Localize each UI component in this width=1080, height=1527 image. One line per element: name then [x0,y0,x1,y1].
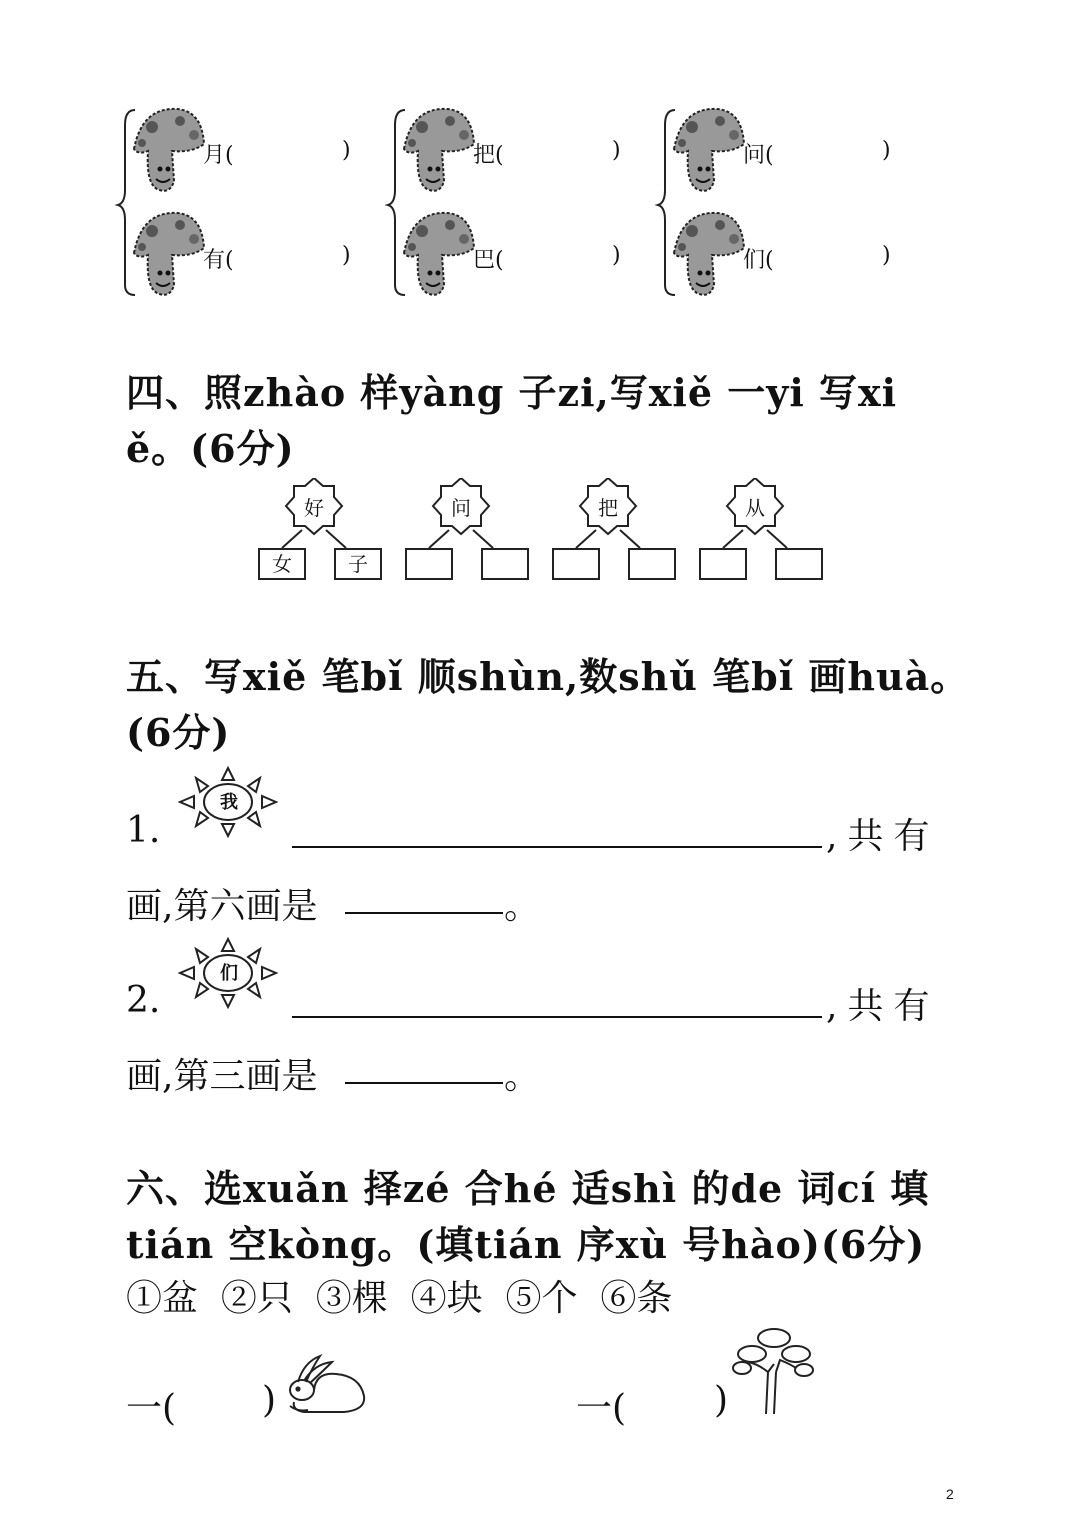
item-number: 1. [126,810,161,851]
mushroom-exercise [0,95,1080,310]
mushroom-label: 问( [743,143,774,168]
answer-box[interactable] [628,548,676,580]
blank-open: 一( [126,1388,177,1429]
rabbit-icon [284,1350,374,1418]
example-box: 女 [258,548,306,580]
section5-title-line2: (6分) [126,710,231,755]
item-end: 。 [504,1056,541,1097]
stroke-order-line[interactable] [292,846,822,848]
close-paren: ) [612,138,621,163]
page-number: 2 [946,1486,954,1502]
measure-word-options: ①盆 ②只 ③棵 ④块 ⑤个 ⑥条 [126,1278,673,1319]
star-char: 从 [745,496,765,520]
answer-box[interactable] [775,548,823,580]
brace-2 [388,110,405,295]
close-paren: ) [342,243,351,268]
mushroom-label: 巴( [473,248,504,273]
sun-char: 我 [220,792,238,813]
section6-title-line1: 六、选xuǎn 择zé 合hé 适shì 的de 词cí 填 [126,1166,930,1211]
stroke-order-line[interactable] [292,1016,822,1018]
mushroom-icon [674,109,744,191]
item-end: 。 [504,886,541,927]
section6-title-line2: tián 空kòng。(填tián 序xù 号hào)(6分) [126,1222,926,1267]
close-paren: ) [882,138,891,163]
example-box: 子 [334,548,382,580]
mushroom-label: 们( [743,248,774,273]
brace-3 [658,110,675,295]
item-line2: 画,第三画是 [126,1056,318,1097]
star-char: 把 [598,496,618,520]
blank-open: 一( [576,1388,627,1429]
mushroom-label: 把( [473,143,504,168]
mushroom-icon [674,213,744,295]
mushroom-icon [404,213,474,295]
close-paren: ) [882,243,891,268]
item-tail: ,共有 [826,816,940,857]
mushroom-label: 月( [203,143,234,168]
mushroom-icon [134,109,204,191]
mushroom-icon [404,109,474,191]
section4-title-line1: 四、照zhào 样yàng 子zi,写xiě 一yi 写xi [126,370,898,415]
star-char: 好 [304,496,324,520]
sun-char: 们 [220,963,238,984]
brace-1 [118,110,135,295]
close-paren: ) [612,243,621,268]
mushroom-icon [134,213,204,295]
close-paren: ) [342,138,351,163]
item-number: 2. [126,980,161,1021]
stroke-answer-line[interactable] [345,1082,503,1084]
star-char: 问 [451,496,471,520]
item-line2: 画,第六画是 [126,886,318,927]
blank-close: ) [262,1380,277,1421]
item-tail: ,共有 [826,986,940,1027]
answer-box[interactable] [699,548,747,580]
section4-title-line2: ě。(6分) [126,426,295,471]
tree-icon [730,1324,818,1416]
blank-close: ) [714,1380,729,1421]
answer-box[interactable] [405,548,453,580]
stroke-answer-line[interactable] [345,912,503,914]
mushroom-label: 有( [203,248,234,273]
section5-title-line1: 五、写xiě 笔bǐ 顺shùn,数shǔ 笔bǐ 画huà。 [126,654,970,699]
answer-box[interactable] [481,548,529,580]
answer-box[interactable] [552,548,600,580]
